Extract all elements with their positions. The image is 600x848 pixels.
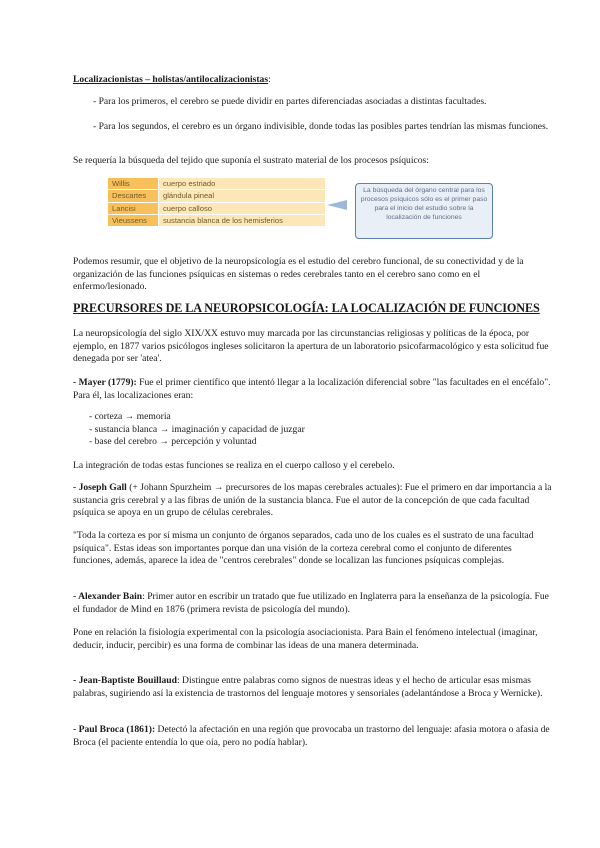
table-cell-name: Descartes	[108, 190, 159, 202]
author-name: - Paul Broca (1861):	[73, 724, 156, 735]
mayer-paragraph: - Mayer (1779): Fue el primer científico que intentó llegar a la localización diferencial sobre "las facultades en el encéfalo". Para él, las localizaciones eran:	[73, 377, 551, 401]
table-row	[108, 202, 325, 214]
author-name: - Alexander Bain	[73, 591, 143, 602]
author-name: - Joseph Gall	[73, 482, 127, 493]
bain-paragraph-2: Pone en relación la fisiología experimental con la psicología asociacionista. Para Bain el fenómeno intelectual (imaginar, deducir, inducir, percibir) es una forma de combinar las ideas de una manera determinada.	[73, 627, 538, 651]
section-heading: PRECURSORES DE LA NEUROPSICOLOGÍA: LA LOCALIZACIÓN DE FUNCIONES	[73, 301, 540, 315]
list-item: - corteza → memoria	[89, 411, 171, 422]
author-name: - Mayer (1779):	[73, 377, 137, 388]
callout-box: La búsqueda del órgano central para los procesos psíquicos sólo es el primer paso para el inicio del estudio sobre la localización de funciones	[355, 183, 493, 239]
table-cell-value: cuerpo estriado	[159, 178, 326, 190]
table-cell-name: Vieussens	[108, 214, 159, 226]
table-cell-name: Lancisi	[108, 202, 159, 214]
bullet-primeros: - Para los primeros, el cerebro se puede dividir en partes diferenciadas asociadas a distintas facultades.	[93, 96, 487, 107]
table-cell-name: Willis	[108, 178, 159, 190]
mayer-list	[89, 411, 509, 449]
gall-quote-paragraph: "Toda la corteza es por sí misma un conjunto de órganos separados, cada uno de los cuales es el sustrato de una facultad psíquica". Estas ideas son importantes porque dan una visión de la corteza cerebral como el conjunto de diferentes funciones, además, aparece la idea de "centros cerebrales" donde se localizan las funciones psíquicas complejas.	[73, 530, 534, 567]
author-name: - Jean-Baptiste Bouillaud	[73, 675, 177, 686]
section-localizacionistas: Localizacionistas – holistas/antilocalizacionistas:	[73, 74, 271, 85]
broca-paragraph: - Paul Broca (1861): Detectó la afectación en una región que provocaba un trastorno del lenguaje: afasia motora o afasia de Broca (el paciente entendía lo que oía, pero no podía hablar).	[73, 724, 550, 748]
summary-paragraph: Podemos resumir, que el objetivo de la neuropsicología es el estudio del cerebro funcional, de su conectividad y de la organización de las funciones psíquicas en sistemas o redes cerebrales tanto en el cerebro sano como en el enfermo/lesionado.	[73, 256, 524, 293]
table-cell-value: glándula pineal	[159, 190, 326, 202]
list-item: - base del cerebro → percepción y voluntad	[89, 436, 257, 448]
table-row	[108, 190, 325, 202]
gall-paragraph: - Joseph Gall (+ Johann Spurzheim → precursores de los mapas cerebrales actuales): Fue el primero en dar importancia a la sustancia gris cerebral y a las fibras de unión de la sustancia blanca. Fue el autor de la concepción de que cada facultad psíquica se apoya en un grupo de células cerebrales.	[73, 482, 552, 519]
table-row	[108, 214, 325, 226]
table-row	[108, 178, 325, 190]
intro-paragraph: La neuropsicología del siglo XIX/XX estuvo muy marcada por las circunstancias religiosas y políticas de la época, por ejemplo, en 1877 varios psicólogos ingleses solicitaron la apertura de un laboratorio psicofarmacológico y esta solicitud fue denegada por ser 'atea'.	[73, 328, 549, 365]
integration-paragraph: La integración de todas estas funciones se realiza en el cuerpo calloso y el cerebelo.	[73, 460, 395, 471]
search-paragraph: Se requería la búsqueda del tejido que suponía el sustrato material de los procesos psíquicos:	[73, 155, 429, 166]
bouillaud-paragraph: - Jean-Baptiste Bouillaud: Distingue entre palabras como signos de nuestras ideas y el hecho de articular esas mismas palabras, sugiriendo así la existencia de trastornos del lenguaje motores y sensoriales (adelantándose a Broca y Wernicke).	[73, 675, 543, 699]
bullet-segundos: - Para los segundos, el cerebro es un órgano indivisible, donde todas las posibles partes tendrían las mismas funciones.	[93, 121, 549, 132]
left-arrow-icon	[327, 200, 347, 210]
section-title: Localizacionistas – holistas/antilocalizacionistas	[73, 74, 269, 85]
table-cell-value: cuerpo calloso	[159, 202, 326, 214]
list-item: - sustancia blanca → imaginación y capacidad de juzgar	[89, 423, 305, 435]
organ-table	[108, 178, 325, 227]
bain-paragraph: - Alexander Bain: Primer autor en escribir un tratado que fue utilizado en Inglaterra para la enseñanza de la psicología. Fue el fundador de Mind en 1876 (primera revista de psicología del mundo).	[73, 591, 549, 615]
table-cell-value: sustancia blanca de los hemisferios	[159, 214, 326, 226]
